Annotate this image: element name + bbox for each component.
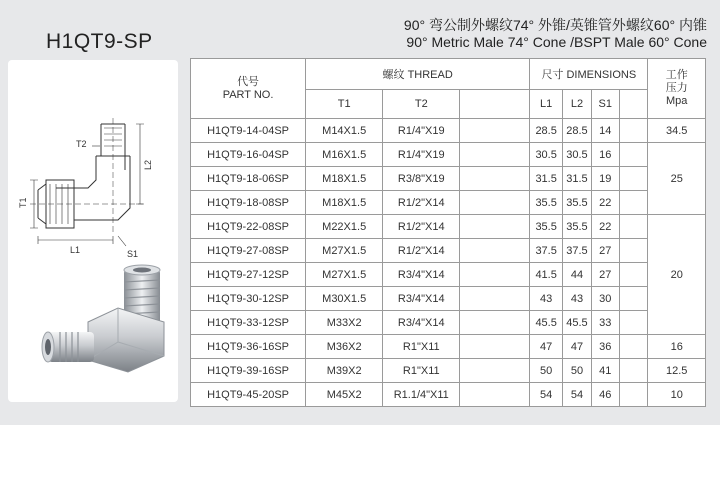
cell-dim-blank (619, 119, 648, 143)
cell-l2: 31.5 (563, 167, 592, 191)
header-part-no (191, 59, 306, 119)
cell-s1: 19 (591, 167, 619, 191)
cell-t1: M30X1.5 (306, 287, 383, 311)
table-row (191, 119, 706, 143)
cell-l1: 41.5 (530, 263, 563, 287)
header-part-en: PART NO. (222, 88, 274, 101)
cell-dim-blank (619, 287, 648, 311)
cell-l2: 35.5 (563, 215, 592, 239)
cell-t2: R1.1/4"X11 (383, 383, 460, 407)
cell-l1: 54 (530, 383, 563, 407)
header-pressure-line2: 压力 (665, 82, 688, 94)
cell-t1: M36X2 (306, 335, 383, 359)
cell-thread-blank (460, 287, 530, 311)
table-row (191, 287, 706, 311)
cell-t1: M27X1.5 (306, 239, 383, 263)
cell-l1: 28.5 (530, 119, 563, 143)
cell-part-no: H1QT9-27-12SP (191, 263, 306, 287)
label-t2: T2 (76, 139, 87, 149)
table-row (191, 167, 706, 191)
cell-s1: 14 (591, 119, 619, 143)
cell-t2: R1/4"X19 (383, 119, 460, 143)
cell-dim-blank (619, 191, 648, 215)
header-t2: T2 (383, 90, 460, 119)
cell-thread-blank (460, 239, 530, 263)
label-l1: L1 (70, 245, 81, 255)
table-row (191, 239, 706, 263)
drawing-card (8, 60, 178, 402)
cell-pressure: 25 (648, 143, 706, 215)
cell-thread-blank (460, 263, 530, 287)
cell-dim-blank (619, 359, 648, 383)
product-photo (42, 265, 164, 372)
header-pressure (648, 59, 706, 119)
cell-dim-blank (619, 215, 648, 239)
table-row (191, 215, 706, 239)
model-title: H1QT9-SP (46, 30, 153, 53)
cell-thread-blank (460, 167, 530, 191)
cell-t2: R3/4"X14 (383, 263, 460, 287)
cell-t1: M22X1.5 (306, 215, 383, 239)
cell-t2: R3/4"X14 (383, 287, 460, 311)
cell-thread-blank (460, 215, 530, 239)
cell-s1: 16 (591, 143, 619, 167)
cell-l1: 30.5 (530, 143, 563, 167)
cell-dim-blank (619, 263, 648, 287)
cell-thread-blank (460, 335, 530, 359)
cell-part-no: H1QT9-14-04SP (191, 119, 306, 143)
header-t1: T1 (306, 90, 383, 119)
header-pressure-line1: 工作 (665, 69, 688, 81)
cell-t1: M18X1.5 (306, 167, 383, 191)
cell-l2: 28.5 (563, 119, 592, 143)
table-row (191, 335, 706, 359)
header-s1: S1 (591, 90, 619, 119)
spec-table-body (191, 119, 706, 407)
cell-l2: 44 (563, 263, 592, 287)
cell-s1: 36 (591, 335, 619, 359)
label-l2: L2 (143, 159, 153, 170)
header-pressure-unit: Mpa (666, 95, 688, 107)
header-thread-blank (460, 90, 530, 119)
cell-pressure: 34.5 (648, 119, 706, 143)
header-part-zh: 代号 (237, 75, 260, 88)
cell-l1: 43 (530, 287, 563, 311)
cell-thread-blank (460, 359, 530, 383)
table-row (191, 359, 706, 383)
cell-part-no: H1QT9-18-08SP (191, 191, 306, 215)
cell-s1: 41 (591, 359, 619, 383)
cell-t2: R3/8"X19 (383, 167, 460, 191)
cell-part-no: H1QT9-33-12SP (191, 311, 306, 335)
cell-t2: R1/2"X14 (383, 191, 460, 215)
cell-l1: 45.5 (530, 311, 563, 335)
cell-part-no: H1QT9-36-16SP (191, 335, 306, 359)
table-row (191, 191, 706, 215)
label-s1: S1 (127, 249, 139, 259)
technical-drawing (30, 118, 144, 246)
table-row (191, 383, 706, 407)
label-t1: T1 (18, 197, 28, 208)
cell-part-no: H1QT9-16-04SP (191, 143, 306, 167)
cell-l1: 35.5 (530, 215, 563, 239)
cell-l1: 35.5 (530, 191, 563, 215)
header-thread: 螺纹 THREAD (306, 59, 530, 90)
cell-l2: 47 (563, 335, 592, 359)
header-dim-blank (619, 90, 648, 119)
cell-t1: M14X1.5 (306, 119, 383, 143)
cell-part-no: H1QT9-45-20SP (191, 383, 306, 407)
cell-l1: 47 (530, 335, 563, 359)
cell-pressure: 16 (648, 335, 706, 359)
cell-part-no: H1QT9-39-16SP (191, 359, 306, 383)
cell-thread-blank (460, 119, 530, 143)
cell-t2: R1"X11 (383, 359, 460, 383)
cell-s1: 22 (591, 215, 619, 239)
cell-t1: M33X2 (306, 311, 383, 335)
cell-part-no: H1QT9-30-12SP (191, 287, 306, 311)
cell-part-no: H1QT9-27-08SP (191, 239, 306, 263)
cell-part-no: H1QT9-22-08SP (191, 215, 306, 239)
cell-dim-blank (619, 167, 648, 191)
cell-l1: 31.5 (530, 167, 563, 191)
product-description (404, 17, 707, 51)
cell-s1: 22 (591, 191, 619, 215)
cell-t1: M39X2 (306, 359, 383, 383)
cell-t1: M16X1.5 (306, 143, 383, 167)
cell-l2: 50 (563, 359, 592, 383)
description-zh: 90° 弯公制外螺纹74° 外锥/英锥管外螺纹60° 内锥 (403, 17, 707, 33)
cell-thread-blank (460, 383, 530, 407)
spec-table (190, 58, 706, 407)
cell-t2: R1/2"X14 (383, 215, 460, 239)
cell-t2: R1/2"X14 (383, 239, 460, 263)
cell-t2: R1"X11 (383, 335, 460, 359)
cell-s1: 27 (591, 239, 619, 263)
cell-thread-blank (460, 143, 530, 167)
header-dimensions: 尺寸 DIMENSIONS (530, 59, 648, 90)
table-row (191, 263, 706, 287)
cell-s1: 27 (591, 263, 619, 287)
table-row (191, 143, 706, 167)
cell-dim-blank (619, 383, 648, 407)
cell-pressure: 12.5 (648, 359, 706, 383)
cell-pressure: 10 (648, 383, 706, 407)
header-l2: L2 (563, 90, 592, 119)
cell-dim-blank (619, 143, 648, 167)
cell-s1: 46 (591, 383, 619, 407)
cell-s1: 30 (591, 287, 619, 311)
description-en: 90° Metric Male 74° Cone /BSPT Male 60° Cone (406, 34, 707, 50)
cell-dim-blank (619, 335, 648, 359)
cell-l2: 54 (563, 383, 592, 407)
cell-l2: 45.5 (563, 311, 592, 335)
cell-t1: M27X1.5 (306, 263, 383, 287)
cell-l2: 43 (563, 287, 592, 311)
cell-t2: R3/4"X14 (383, 311, 460, 335)
cell-thread-blank (460, 191, 530, 215)
cell-dim-blank (619, 311, 648, 335)
cell-pressure: 20 (648, 215, 706, 335)
cell-l2: 35.5 (563, 191, 592, 215)
cell-t1: M18X1.5 (306, 191, 383, 215)
cell-dim-blank (619, 239, 648, 263)
cell-s1: 33 (591, 311, 619, 335)
cell-t2: R1/4"X19 (383, 143, 460, 167)
cell-l2: 30.5 (563, 143, 592, 167)
cell-thread-blank (460, 311, 530, 335)
table-row (191, 311, 706, 335)
cell-l1: 50 (530, 359, 563, 383)
fitting-drawings (8, 60, 178, 402)
cell-l1: 37.5 (530, 239, 563, 263)
cell-l2: 37.5 (563, 239, 592, 263)
header-l1: L1 (530, 90, 563, 119)
cell-t1: M45X2 (306, 383, 383, 407)
cell-part-no: H1QT9-18-06SP (191, 167, 306, 191)
